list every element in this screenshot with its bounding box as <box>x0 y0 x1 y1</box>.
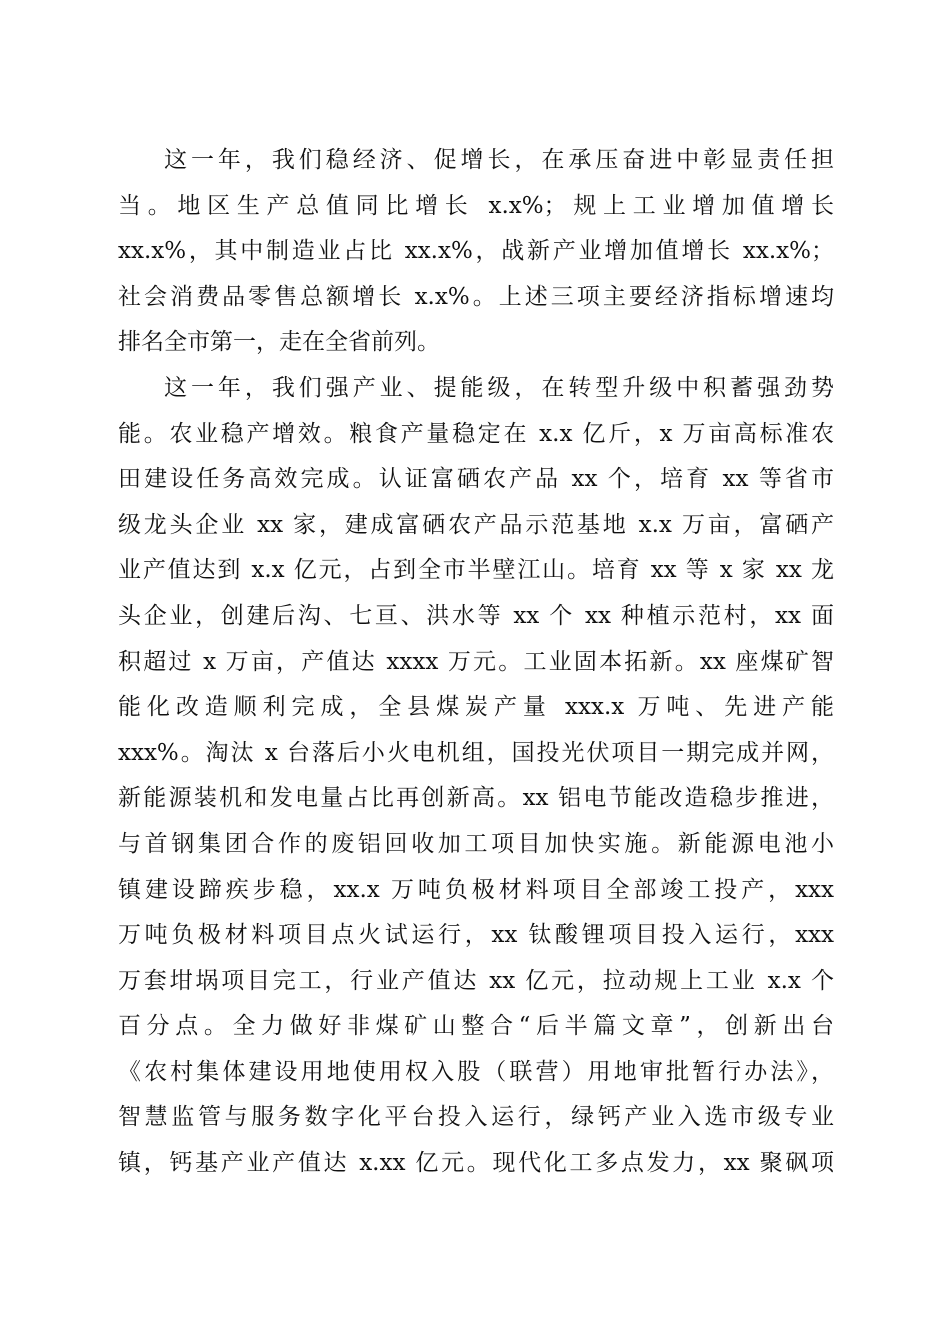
text-line: 田建设任务高效完成。认证富硒农产品 xx 个，培育 xx 等省市 <box>118 466 834 493</box>
text-line: 社会消费品零售总额增长 x.x%。上述三项主要经济指标增速均 <box>118 283 834 310</box>
text-line: xx.x%，其中制造业占比 xx.x%，战新产业增加值增长 xx.x%； <box>118 238 834 265</box>
text-line: 镇建设蹄疾步稳，xx.x 万吨负极材料项目全部竣工投产，xxx <box>118 876 834 903</box>
text-line: 当。地区生产总值同比增长 x.x%；规上工业增加值增长 <box>118 192 834 219</box>
paragraph-economy <box>118 138 834 366</box>
text-line: 万吨负极材料项目点火试运行，xx 钛酸锂项目投入运行，xxx <box>118 922 834 949</box>
text-line: 万套坩埚项目完工，行业产值达 xx 亿元，拉动规上工业 x.x 个 <box>118 967 834 994</box>
text-line: 百分点。全力做好非煤矿山整合“后半篇文章”，创新出台 <box>118 1013 834 1040</box>
text-line: 新能源装机和发电量占比再创新高。xx 铝电节能改造稳步推进， <box>118 785 834 812</box>
text-line: 这一年，我们强产业、提能级，在转型升级中积蓄强劲势 <box>164 374 834 401</box>
text-line: xxx%。淘汰 x 台落后小火电机组，国投光伏项目一期完成并网， <box>118 739 834 766</box>
text-line: 《农村集体建设用地使用权入股（联营）用地审批暂行办法》， <box>118 1058 834 1085</box>
text-line: 与首钢集团合作的废铝回收加工项目加快实施。新能源电池小 <box>118 830 834 857</box>
text-line: 排名全市第一，走在全省前列。 <box>118 329 440 356</box>
text-line: 级龙头企业 xx 家，建成富硒农产品示范基地 x.x 万亩，富硒产 <box>118 511 834 538</box>
text-line: 积超过 x 万亩，产值达 xxxx 万元。工业固本拓新。xx 座煤矿智 <box>118 648 834 675</box>
paragraph-industry <box>118 366 834 1187</box>
text-line: 能。农业稳产增效。粮食产量稳定在 x.x 亿斤，x 万亩高标准农 <box>118 420 834 447</box>
text-line: 镇，钙基产业产值达 x.xx 亿元。现代化工多点发力，xx 聚砜项 <box>118 1150 834 1177</box>
text-line: 业产值达到 x.x 亿元，占到全市半壁江山。培育 xx 等 x 家 xx 龙 <box>118 557 834 584</box>
text-line: 这一年，我们稳经济、促增长，在承压奋进中彰显责任担 <box>164 147 834 173</box>
text-line: 能化改造顺利完成，全县煤炭产量 xxx.x 万吨、先进产能 <box>118 694 834 721</box>
document-page <box>118 138 834 1187</box>
text-line: 头企业，创建后沟、七亘、洪水等 xx 个 xx 种植示范村，xx 面 <box>118 602 834 629</box>
text-line: 智慧监管与服务数字化平台投入运行，绿钙产业入选市级专业 <box>118 1104 834 1131</box>
